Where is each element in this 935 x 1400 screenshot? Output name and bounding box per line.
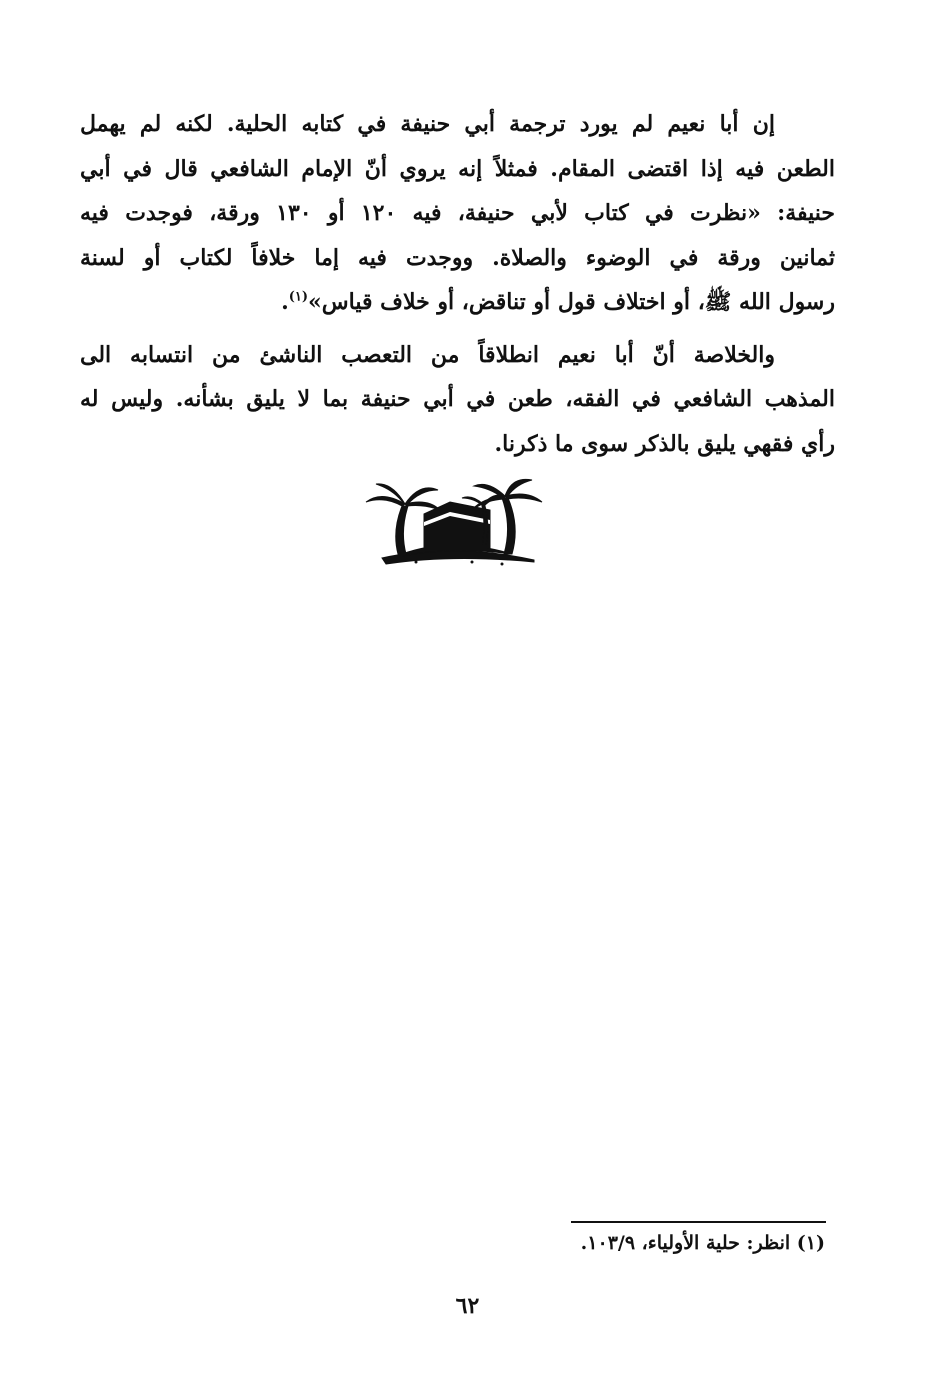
end-punctuation: .: [281, 289, 289, 315]
palm-trees-kaaba-ornament-icon: [362, 476, 544, 572]
main-text: [80, 102, 835, 466]
footnote-separator: [571, 1221, 826, 1223]
text-line: حنيفة: «نظرت في كتاب لأبي حنيفة، فيه ١٢٠ أو ١٣٠ ورقة، فوجدت فيه: [80, 200, 835, 226]
page-number: ٦٢: [455, 1293, 480, 1319]
footnote: (١) انظر: حلية الأولياء، ١٠٣/٩.: [580, 1232, 825, 1254]
paragraph-1: [80, 102, 835, 325]
text-line: رأي فقهي يليق بالذكر سوى ما ذكرنا.: [494, 430, 835, 457]
text-line: إن أبا نعيم لم يورد ترجمة أبي حنيفة في كتابه الحلية. لكنه لم يهمل: [80, 111, 775, 137]
text-line: [80, 280, 835, 325]
text-line: والخلاصة أنّ أبا نعيم انطلاقاً من التعصب الناشئ من انتسابه الى: [80, 341, 775, 368]
text-line: الطعن فيه إذا اقتضى المقام. فمثلاً إنه يروي أنّ الإمام الشافعي قال في أبي: [80, 155, 835, 182]
text-line-content: رسول الله ﷺ، أو اختلاف قول أو تناقض، أو خلاف قياس»: [308, 289, 835, 315]
text-line: ثمانين ورقة في الوضوء والصلاة. ووجدت فيه إما خلافاً لكتاب أو لسنة: [80, 244, 835, 271]
footnote-reference[interactable]: (١): [288, 289, 309, 305]
paragraph-2: [80, 333, 835, 467]
text-line: المذهب الشافعي في الفقه، طعن في أبي حنيفة بما لا يليق بشأنه. وليس له: [80, 386, 835, 412]
